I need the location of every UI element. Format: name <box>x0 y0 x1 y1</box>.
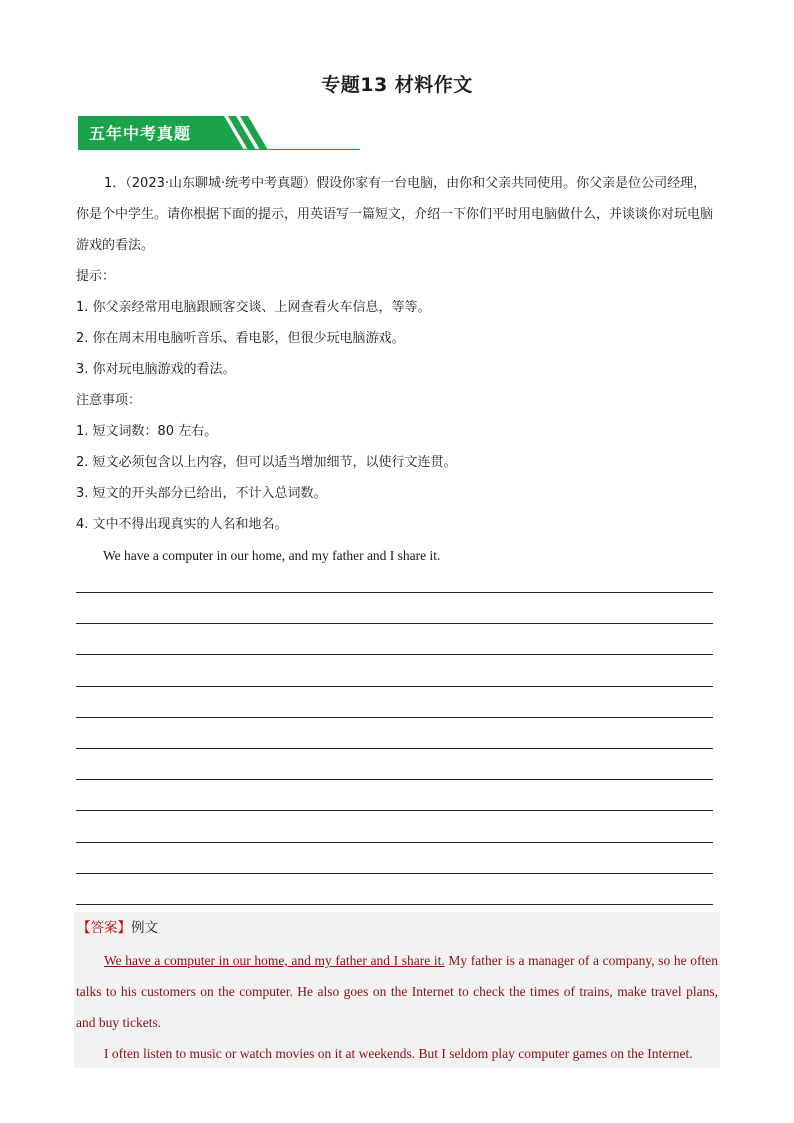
writing-line <box>76 686 713 717</box>
answer-tag: 【答案】 <box>77 920 131 936</box>
page-title: 专题13 材料作文 <box>321 74 473 96</box>
essay-starter: We have a computer in our home, and my father and I share it. <box>103 548 441 563</box>
hint-item: 2. 你在周末用电脑听音乐、看电影，但很少玩电脑游戏。 <box>76 331 405 346</box>
answer-paragraph: I often listen to music or watch movies on it at weekends. But I seldom play computer games on the Internet. <box>104 1046 693 1061</box>
answer-essay <box>76 945 718 1069</box>
hint-item: 1. 你父亲经常用电脑跟顾客交谈、上网查看火车信息，等等。 <box>76 300 431 315</box>
answer-box <box>74 912 720 1068</box>
question-text <box>76 168 716 261</box>
banner-title: 五年中考真题 <box>89 124 192 143</box>
note-item: 4. 文中不得出现真实的人名和地名。 <box>76 517 288 532</box>
writing-line <box>76 592 713 623</box>
question-source: 1．（2023·山东聊城·统考中考真题） <box>104 176 317 191</box>
hint-item: 3. 你对玩电脑游戏的看法。 <box>76 362 236 377</box>
writing-line <box>76 904 713 905</box>
writing-line <box>76 717 713 748</box>
note-item: 3. 短文的开头部分已给出，不计入总词数。 <box>76 486 327 501</box>
hints-title: 提示： <box>76 269 116 284</box>
writing-line <box>76 873 713 904</box>
answer-paragraph-rest: My father is a manager of a company, so he often talks to his customers on the computer. He also goes on the Internet to check the times of trains, make travel plans, and buy tickets. <box>76 953 719 1030</box>
writing-line <box>76 842 713 873</box>
writing-lines <box>76 592 713 905</box>
answer-paragraph <box>76 945 718 1038</box>
writing-line <box>76 810 713 841</box>
writing-line <box>76 623 713 654</box>
question-block <box>76 168 716 571</box>
writing-line <box>76 748 713 779</box>
writing-line <box>76 654 713 685</box>
note-item: 2. 短文必须包含以上内容，但可以适当增加细节，以使行文连贯。 <box>76 455 457 470</box>
answer-label: 例文 <box>131 920 158 936</box>
section-banner <box>78 116 360 150</box>
answer-starter-underlined: We have a computer in our home, and my father and I share it. <box>104 953 445 968</box>
question-prompt: 假设你家有一台电脑，由你和父亲共同使用。你父亲是位公司经理，你是个中学生。请你根据下面的提示，用英语写一篇短文，介绍一下你们平时用电脑做什么，并谈谈你对玩电脑游戏的看法。 <box>76 176 714 253</box>
note-item: 1. 短文词数：80 左右。 <box>76 424 218 439</box>
answer-header <box>77 916 158 936</box>
notes-title: 注意事项： <box>76 393 142 408</box>
writing-line <box>76 779 713 810</box>
